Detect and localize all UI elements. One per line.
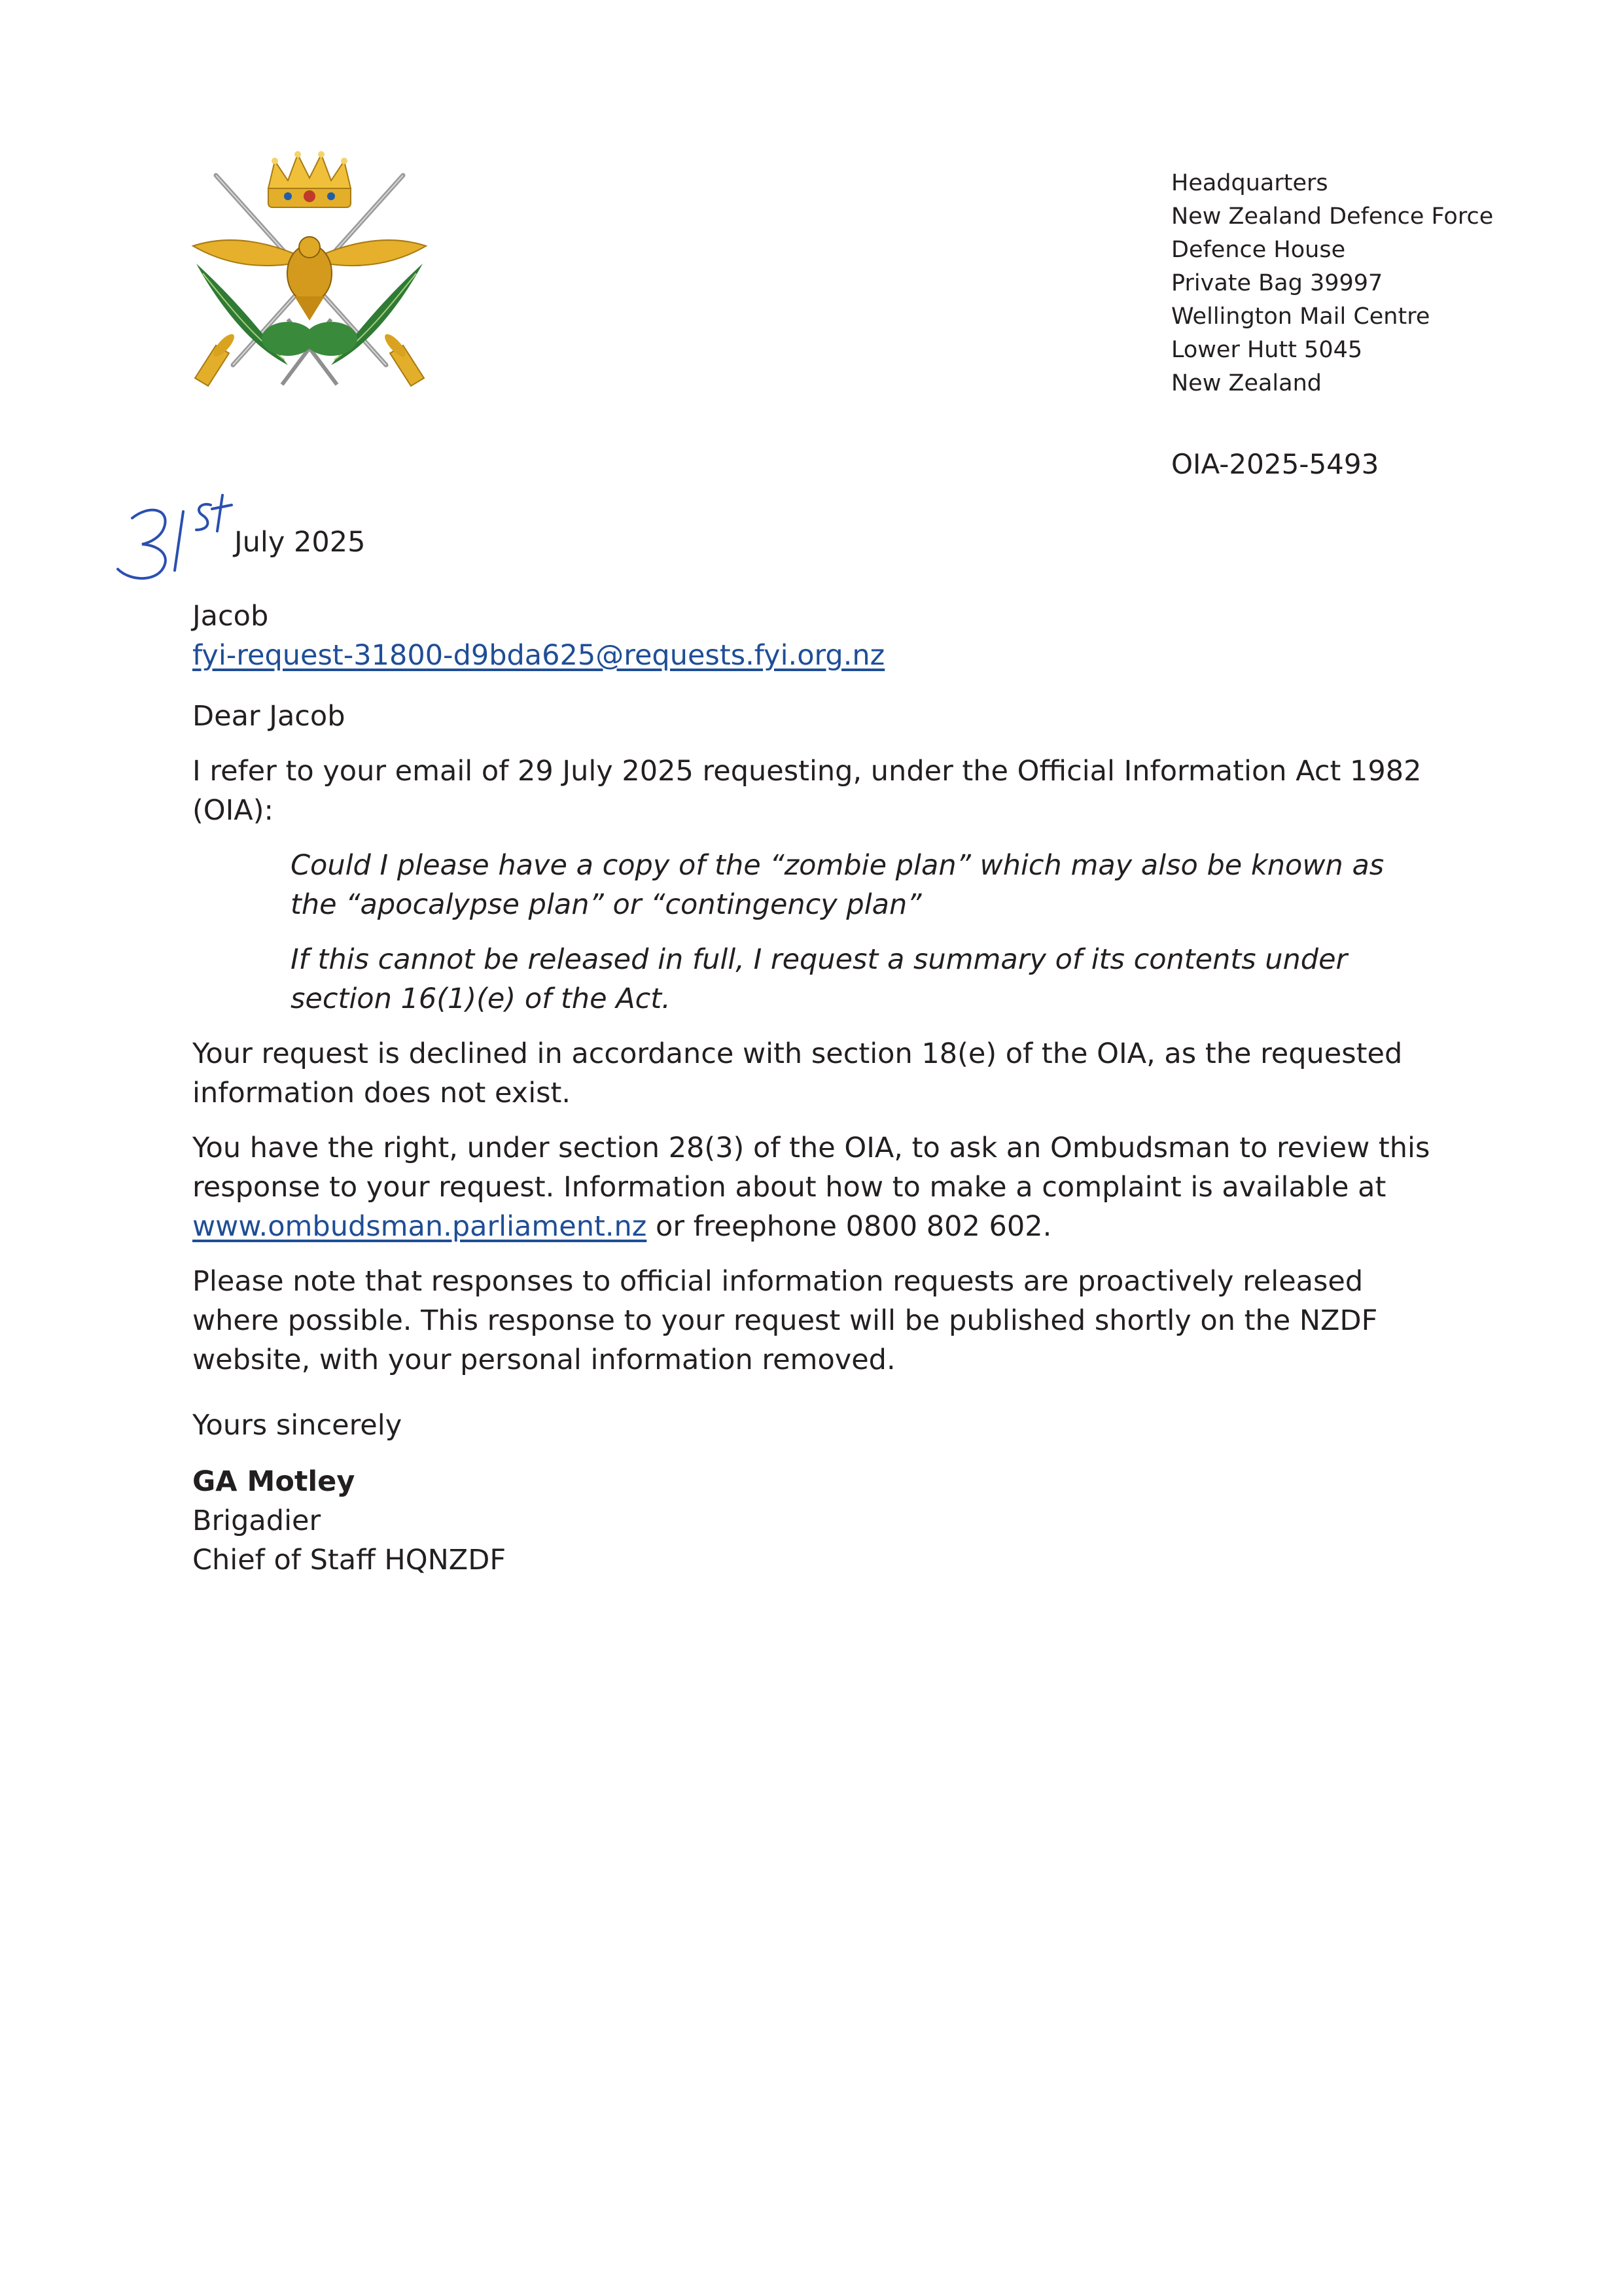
address-line: Lower Hutt 5045 (1171, 337, 1363, 363)
recipient-name: Jacob (192, 600, 269, 633)
release-note-paragraph: Please note that responses to official information requests are proactively released where possible. This response to your request will be published shortly on the NZDF website, with your personal information removed. (192, 1265, 1378, 1376)
address-line: Private Bag 39997 (1171, 270, 1383, 296)
reference-number: OIA-2025-5493 (1171, 448, 1379, 480)
quoted-request: If this cannot be released in full, I request a summary of its contents under section 16(1)(e) of the Act. (291, 943, 1348, 1015)
closing: Yours sincerely (192, 1409, 402, 1442)
salutation: Dear Jacob (192, 700, 345, 733)
review-paragraph (192, 1128, 1436, 1246)
letter-body (192, 597, 1436, 1580)
address-line: Defence House (1171, 237, 1346, 263)
review-text: You have the right, under section 28(3) of the OIA, to ask an Ombudsman to review this response to your request. Information about how to make a complaint is available at (192, 1132, 1430, 1204)
sender-address-block (1171, 167, 1493, 400)
letter-date: July 2025 (234, 526, 366, 559)
signer-name: GA Motley (192, 1465, 355, 1498)
address-line: Wellington Mail Centre (1171, 304, 1430, 330)
review-tail: or freephone 0800 802 602. (646, 1210, 1052, 1243)
recipient-email-link[interactable]: fyi-request-31800-d9bda625@requests.fyi.org.nz (192, 639, 885, 672)
address-line: Headquarters (1171, 170, 1328, 196)
address-line: New Zealand (1171, 370, 1322, 396)
decision-paragraph: Your request is declined in accordance with section 18(e) of the OIA, as the requested information does not exist. (192, 1037, 1403, 1109)
quoted-request: Could I please have a copy of the “zombie plan” which may also be known as the “apocalypse plan” or “contingency plan” (291, 849, 1385, 921)
signer-title: Chief of Staff HQNZDF (192, 1544, 506, 1576)
intro-paragraph: I refer to your email of 29 July 2025 requesting, under the Official Information Act 1982 (OIA): (192, 755, 1422, 827)
address-line: New Zealand Defence Force (1171, 203, 1494, 230)
signer-rank: Brigadier (192, 1505, 321, 1537)
ombudsman-link[interactable]: www.ombudsman.parliament.nz (192, 1210, 647, 1243)
nzdf-crest-logo (190, 149, 429, 394)
